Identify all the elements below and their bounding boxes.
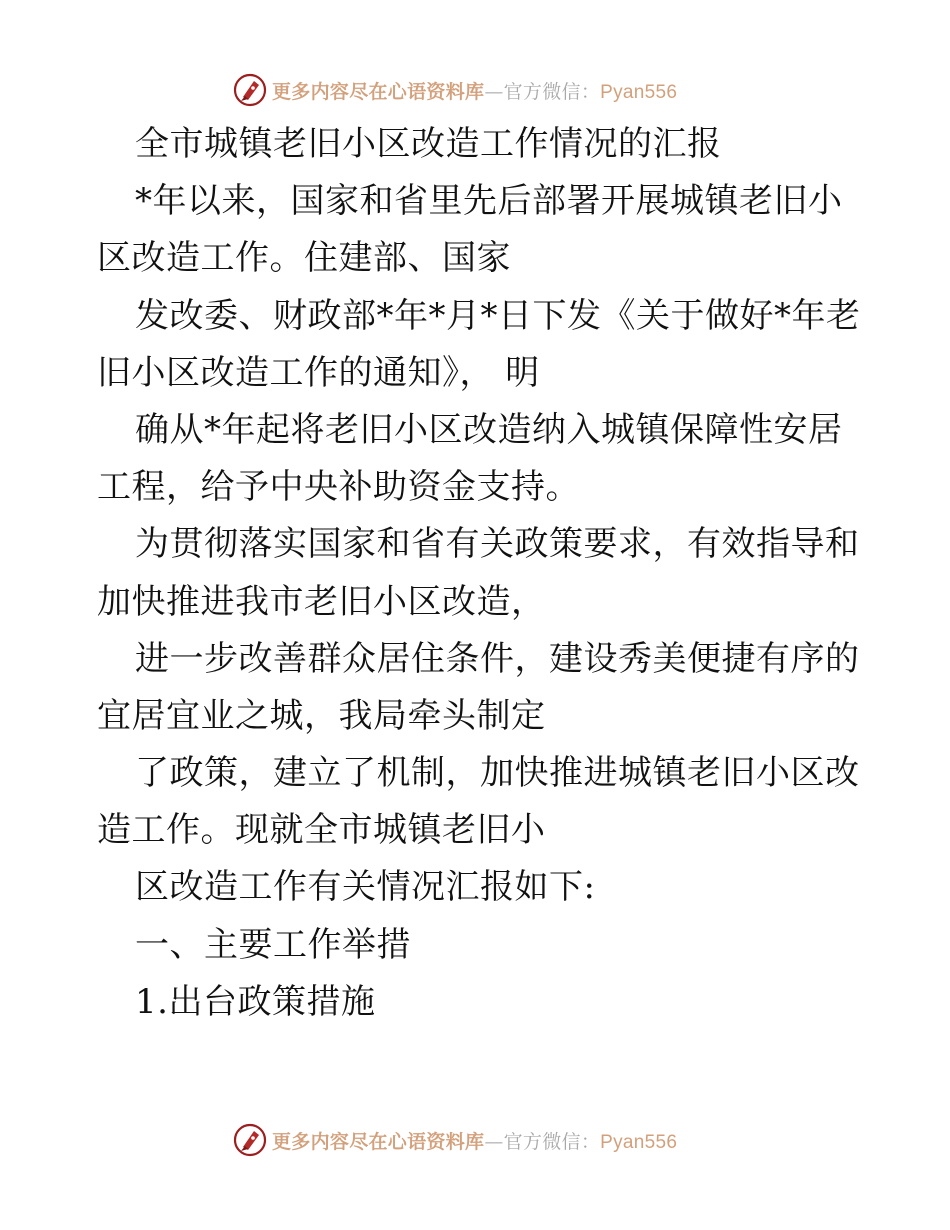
watermark-label: 官方微信： <box>503 80 601 103</box>
document-title: 全市城镇老旧小区改造工作情况的汇报 <box>135 124 722 164</box>
pen-nib-circle-icon <box>232 72 268 108</box>
paragraph-line: 宜居宜业之城，我局牵头制定 <box>97 695 546 736</box>
watermark-dash: — <box>484 1130 504 1153</box>
paragraph-line: 区改造工作有关情况汇报如下: <box>135 867 596 908</box>
watermark-footer <box>232 1120 752 1160</box>
paragraph-line: *年以来，国家和省里先后部署开展城镇老旧小 <box>135 181 843 222</box>
paragraph-line: 为贯彻落实国家和省有关政策要求，有效指导和 <box>135 524 860 565</box>
section-heading: 一、主要工作举措 <box>135 924 411 965</box>
watermark-label: 官方微信： <box>503 1130 601 1153</box>
watermark-header <box>232 70 752 110</box>
watermark-dash: — <box>484 80 504 103</box>
paragraph-line: 旧小区改造工作的通知》， 明 <box>97 352 540 393</box>
subsection-heading: 1.出台政策措施 <box>135 981 376 1022</box>
pen-nib-circle-icon <box>232 1122 268 1158</box>
paragraph-line: 工程，给予中央补助资金支持。 <box>97 467 580 508</box>
paragraph-line: 造工作。现就全市城镇老旧小 <box>97 810 546 851</box>
paragraph-line: 确从*年起将老旧小区改造纳入城镇保障性安居 <box>135 409 843 450</box>
paragraph-line: 了政策，建立了机制，加快推进城镇老旧小区改 <box>135 753 860 794</box>
paragraph-line: 进一步改善群众居住条件，建设秀美便捷有序的 <box>135 638 860 679</box>
watermark-brand: 更多内容尽在心语资料库 <box>272 80 485 103</box>
paragraph-line: 区改造工作。住建部、国家 <box>97 238 511 279</box>
watermark-brand: 更多内容尽在心语资料库 <box>272 1130 485 1153</box>
paragraph-line: 加快推进我市老旧小区改造， <box>97 581 546 622</box>
document-body <box>97 116 867 1031</box>
watermark-id: Pyan556 <box>600 1131 678 1153</box>
paragraph-line: 发改委、财政部*年*月*日下发《关于做好*年老 <box>135 295 861 336</box>
watermark-id: Pyan556 <box>600 81 678 103</box>
